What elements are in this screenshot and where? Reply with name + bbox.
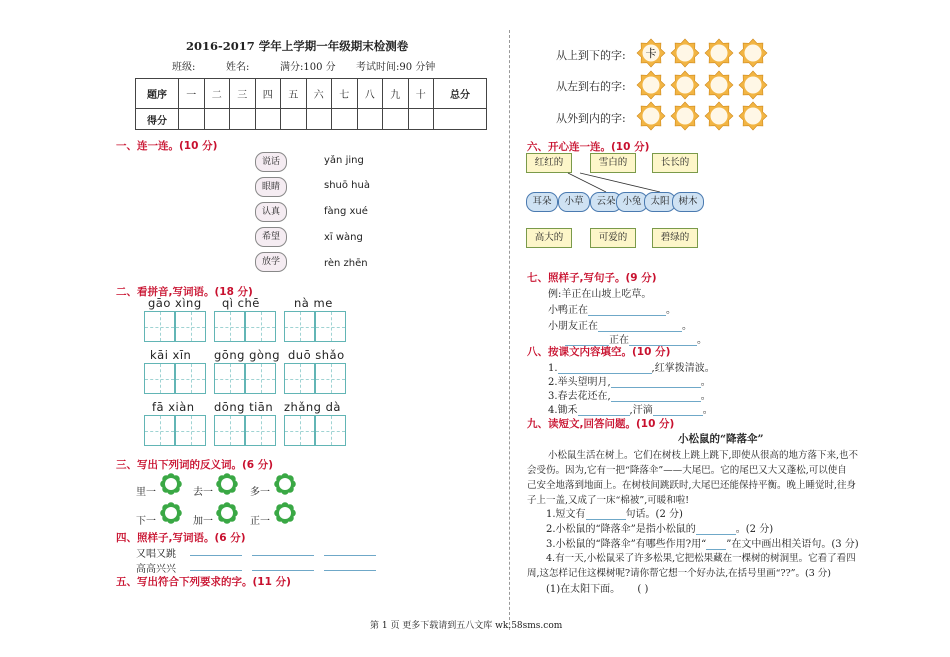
header-cell: 八 [357, 79, 383, 109]
poem-line [548, 359, 715, 374]
section-4-heading: 四、照样子,写词语。(6 分) [116, 532, 246, 544]
poem-text: 1. [548, 363, 558, 374]
writing-grid-cell[interactable] [144, 311, 175, 342]
sentence-prompt [548, 301, 676, 316]
writing-grid-cell[interactable] [214, 415, 245, 446]
example-sentence: 例:羊正在山坡上吃草。 [548, 289, 652, 300]
answer-line[interactable] [190, 545, 242, 556]
poem-line [548, 373, 711, 388]
word-cloud[interactable]: 眼睛 [255, 177, 287, 197]
flower-answer-box[interactable] [274, 502, 296, 524]
sentence-prompt-text: 小鸭正在 [548, 305, 588, 316]
pinyin-prompt: nà me [294, 296, 333, 310]
question-text: 句话。(2 分) [625, 509, 683, 520]
column-divider [509, 30, 510, 630]
flower-answer-box[interactable] [160, 502, 182, 524]
answer-line[interactable] [324, 545, 376, 556]
structure-label: 从外到内的字: [556, 112, 626, 125]
score-cell[interactable] [230, 109, 256, 130]
star-answer-box[interactable] [738, 101, 768, 131]
period: 。 [700, 391, 711, 402]
antonym-prompt: 去一 [193, 487, 213, 498]
answer-paren[interactable]: ( ) [637, 584, 649, 595]
poem-text: ,汗滴 [629, 405, 653, 416]
question-text: ”在文中画出相关语句。(3 分) [726, 539, 859, 550]
adjective-banner[interactable]: 长长的 [652, 153, 698, 173]
header-cell: 九 [383, 79, 409, 109]
writing-grid-cell[interactable] [144, 415, 175, 446]
star-answer-box[interactable] [738, 70, 768, 100]
word-cloud[interactable]: 说话 [255, 152, 287, 172]
answer-line[interactable] [586, 509, 626, 520]
section-1-heading: 一、连一连。(10 分) [116, 140, 218, 152]
flower-answer-box[interactable] [216, 473, 238, 495]
section-2-heading: 二、看拼音,写词语。(18 分) [116, 286, 253, 298]
sentence-prompt-text: 正在 [609, 335, 629, 346]
score-cell[interactable] [281, 109, 307, 130]
star-answer-box[interactable] [704, 101, 734, 131]
score-cell[interactable] [434, 109, 487, 130]
noun-oval[interactable]: 树木 [672, 192, 704, 212]
pinyin-prompt: fā xiàn [152, 400, 195, 414]
noun-oval[interactable]: 小兔 [616, 192, 648, 212]
writing-grid-cell[interactable] [284, 415, 315, 446]
question-4: 4.有一天,小松鼠采了许多松果,它把松果藏在一棵树的树洞里。它看了看四 [546, 553, 856, 564]
section-6-heading: 六、开心连一连。(10 分) [527, 141, 650, 153]
answer-line[interactable] [578, 405, 630, 416]
adjective-banner[interactable]: 可爱的 [590, 228, 636, 248]
answer-line[interactable] [252, 545, 314, 556]
pinyin-prompt: gōng gòng [214, 348, 281, 362]
story-paragraph: 子上一盖,又成了一床“棉被”,可暖和啦! [527, 495, 690, 506]
page-footer: 第 1 页 更多下载请到五八文库 wk.58sms.com [370, 621, 563, 631]
writing-grid-cell[interactable] [245, 311, 276, 342]
header-cell: 二 [204, 79, 230, 109]
writing-grid-cell[interactable] [214, 311, 245, 342]
story-title: 小松鼠的“降落伞” [678, 433, 764, 445]
star-answer-box[interactable] [636, 38, 666, 68]
question-1 [546, 505, 683, 520]
pinyin-option[interactable]: xī wàng [324, 232, 363, 243]
writing-grid-cell[interactable] [175, 415, 206, 446]
score-cell[interactable] [179, 109, 205, 130]
section-9-heading: 九、读短文,回答问题。(10 分) [527, 418, 675, 430]
period: 。 [700, 377, 711, 388]
poem-line [548, 401, 713, 416]
writing-grid-cell[interactable] [284, 363, 315, 394]
answer-line[interactable] [696, 524, 736, 535]
noun-oval[interactable]: 太阳 [644, 192, 676, 212]
star-answer-box[interactable] [704, 38, 734, 68]
writing-grid-cell[interactable] [175, 363, 206, 394]
name-label: 姓名: [226, 62, 250, 73]
writing-grid-cell[interactable] [315, 363, 346, 394]
section-5-heading: 五、写出符合下列要求的字。(11 分) [116, 576, 291, 588]
writing-grid-cell[interactable] [245, 415, 276, 446]
score-row-label: 得分 [136, 109, 179, 130]
star-answer-box[interactable] [670, 38, 700, 68]
period: 。 [666, 305, 676, 316]
pinyin-prompt: qì chē [222, 296, 260, 310]
question-text: 。(2 分) [735, 524, 774, 535]
writing-grid-cell[interactable] [284, 311, 315, 342]
exam-time: 考试时间:90 分钟 [356, 62, 436, 73]
antonym-prompt: 加一 [193, 516, 213, 527]
score-cell[interactable] [255, 109, 281, 130]
antonym-prompt: 下一 [136, 516, 156, 527]
story-paragraph: 小松鼠生活在树上。它们在树枝上跳上跳下,即使从很高的地方落下来,也不 [548, 450, 859, 461]
header-cell: 三 [230, 79, 256, 109]
score-cell[interactable] [357, 109, 383, 130]
flower-answer-box[interactable] [160, 473, 182, 495]
header-cell: 七 [332, 79, 358, 109]
antonym-prompt: 正一 [250, 516, 270, 527]
flower-answer-box[interactable] [216, 502, 238, 524]
adjective-banner[interactable]: 雪白的 [590, 153, 636, 173]
pinyin-prompt: gāo xìng [148, 296, 202, 310]
star-answer-box[interactable] [704, 70, 734, 100]
writing-grid-cell[interactable] [214, 363, 245, 394]
full-score: 满分:100 分 [280, 62, 336, 73]
pinyin-prompt: zhǎng dà [284, 400, 341, 414]
period: 。 [697, 335, 707, 346]
question-text: 3.小松鼠的“降落伞”有哪些作用?用“ [546, 539, 707, 550]
writing-grid-cell[interactable] [315, 311, 346, 342]
structure-label: 从上到下的字: [556, 49, 626, 62]
word-cloud[interactable]: 希望 [255, 227, 287, 247]
answer-line[interactable] [653, 405, 703, 416]
question-2 [546, 520, 773, 535]
pinyin-option[interactable]: fàng xué [324, 206, 368, 217]
pinyin-prompt: kāi xīn [150, 348, 192, 362]
question-text: 1.短文有 [546, 509, 586, 520]
score-cell[interactable] [383, 109, 409, 130]
noun-oval[interactable]: 小草 [558, 192, 590, 212]
wavy-line-sample [706, 539, 726, 550]
pinyin-option[interactable]: rèn zhēn [324, 258, 368, 269]
star-answer-box[interactable] [636, 70, 666, 100]
adjective-banner[interactable]: 碧绿的 [652, 228, 698, 248]
star-answer-box[interactable] [670, 101, 700, 131]
noun-oval[interactable]: 耳朵 [526, 192, 558, 212]
pinyin-option[interactable]: yǎn jing [324, 155, 364, 166]
sample-char: 卡 [645, 47, 657, 60]
writing-grid-cell[interactable] [144, 363, 175, 394]
answer-line[interactable] [588, 305, 666, 316]
header-cell: 五 [281, 79, 307, 109]
header-cell: 总分 [434, 79, 487, 109]
header-cell: 题序 [136, 79, 179, 109]
question-4-cont: 周,这怎样记住这棵树呢?请你帮它想一个好办法,在括号里画“??”。(3 分) [527, 568, 832, 579]
poem-line [548, 387, 711, 402]
word-cloud[interactable]: 放学 [255, 252, 287, 272]
writing-grid-cell[interactable] [245, 363, 276, 394]
story-paragraph: 己安全地落到地面上。在树枝间跳跃时,大尾巴还能保持平衡。晚上睡觉时,往身 [527, 480, 857, 491]
example-word: 高高兴兴 [136, 564, 176, 575]
example-word: 又唱又跳 [136, 549, 176, 560]
story-paragraph: 会受伤。因为,它有一把“降落伞”——大尾巴。它的尾巴又大又蓬松,可以使自 [527, 465, 847, 476]
star-answer-box[interactable] [670, 70, 700, 100]
poem-text: 2.举头望明月, [548, 377, 611, 388]
structure-label: 从左到右的字: [556, 80, 626, 93]
section-8-heading: 八、按课文内容填空。(10 分) [527, 346, 671, 358]
antonym-prompt: 里一 [136, 487, 156, 498]
adjective-banner[interactable]: 红红的 [526, 153, 572, 173]
header-cell: 四 [255, 79, 281, 109]
sentence-prompt-text: 小朋友正在 [548, 321, 598, 332]
word-cloud[interactable]: 认真 [255, 202, 287, 222]
period: 。 [682, 321, 692, 332]
score-cell[interactable] [408, 109, 434, 130]
score-cell[interactable] [204, 109, 230, 130]
page-title: 2016-2017 学年上学期一年级期末检测卷 [186, 39, 409, 53]
star-answer-box[interactable] [738, 38, 768, 68]
score-table [135, 78, 487, 130]
header-cell: 六 [306, 79, 332, 109]
pinyin-option[interactable]: shuō huà [324, 180, 370, 191]
section-3-heading: 三、写出下列词的反义词。(6 分) [116, 459, 274, 471]
writing-grid-cell[interactable] [315, 415, 346, 446]
header-cell: 十 [408, 79, 434, 109]
flower-answer-box[interactable] [274, 473, 296, 495]
noun-oval[interactable]: 云朵 [590, 192, 622, 212]
pinyin-prompt: dōng tiān [214, 400, 274, 414]
writing-grid-cell[interactable] [175, 311, 206, 342]
pinyin-prompt: duō shǎo [288, 348, 345, 362]
class-label: 班级: [172, 62, 196, 73]
sentence-prompt [548, 317, 692, 332]
score-cell[interactable] [306, 109, 332, 130]
option-text: (1)在太阳下面。 [546, 584, 621, 595]
question-3 [546, 535, 859, 550]
header-cell: 一 [179, 79, 205, 109]
answer-line[interactable] [190, 560, 242, 571]
section-7-heading: 七、照样子,写句子。(9 分) [527, 272, 657, 284]
star-answer-box[interactable] [636, 101, 666, 131]
period: 。 [702, 405, 713, 416]
antonym-prompt: 多一 [250, 487, 270, 498]
answer-line[interactable] [252, 560, 314, 571]
answer-line[interactable] [324, 560, 376, 571]
poem-text: ,红掌拨清波。 [651, 363, 715, 374]
poem-text: 3.春去花还在, [548, 391, 611, 402]
question-text: 2.小松鼠的“降落伞”是指小松鼠的 [546, 524, 696, 535]
question-4-option [546, 580, 648, 595]
score-cell[interactable] [332, 109, 358, 130]
poem-text: 4.锄禾 [548, 405, 578, 416]
adjective-banner[interactable]: 高大的 [526, 228, 572, 248]
